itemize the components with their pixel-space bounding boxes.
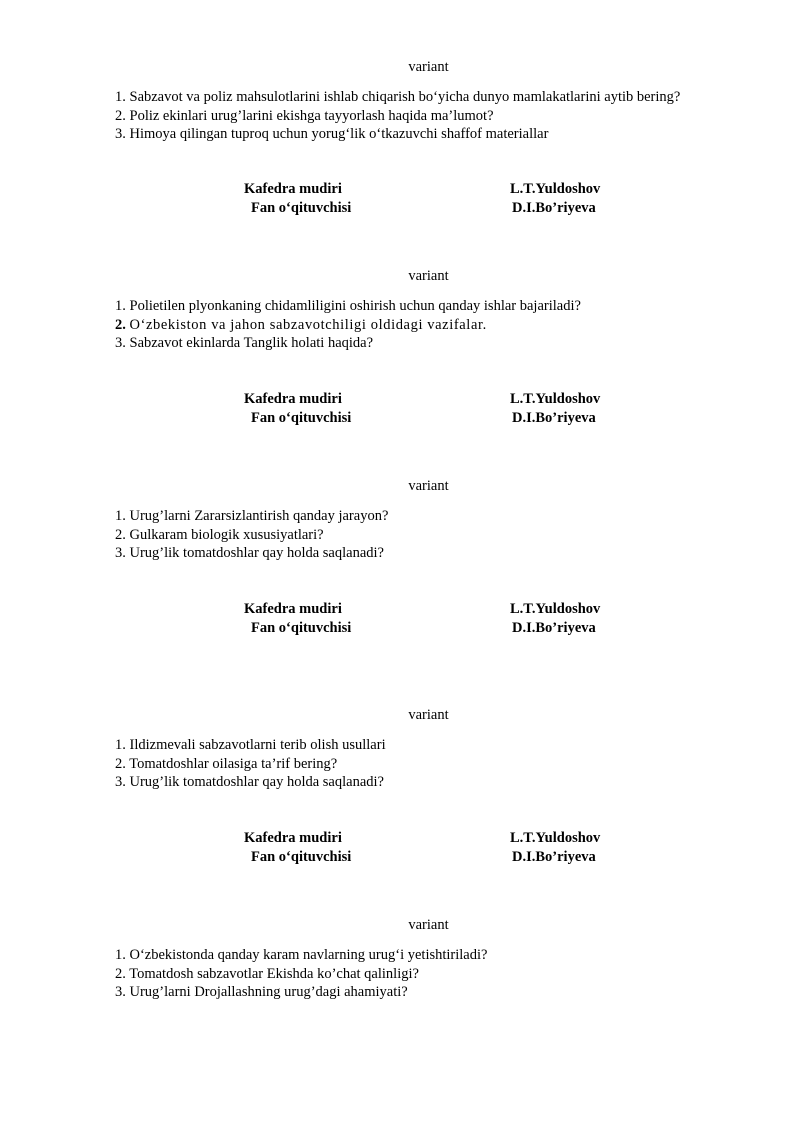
- signature-row-teacher: [115, 619, 742, 638]
- variant-block-2: [115, 267, 742, 437]
- signature-row-teacher: [115, 409, 742, 428]
- teacher-name: D.I.Bo’riyeva: [512, 410, 596, 426]
- question-item: 3. Urug’lik tomatdoshlar qay holda saqlanadi?: [115, 545, 384, 561]
- variant-title: variant: [408, 478, 449, 494]
- head-name: L.T.Yuldoshov: [510, 601, 601, 617]
- variant-block-5: [115, 916, 742, 1016]
- head-role: Kafedra mudiri: [244, 181, 342, 197]
- question-item: 3. Sabzavot ekinlarda Tanglik holati haqida?: [115, 335, 374, 351]
- variant-title: variant: [408, 59, 449, 75]
- question-list: [115, 507, 742, 563]
- head-name: L.T.Yuldoshov: [510, 391, 601, 407]
- question-item: 2. Tomatdosh sabzavotlar Ekishda ko’chat qalinligi?: [115, 965, 419, 982]
- variant-block-3: [115, 477, 742, 647]
- question-item: 1. Ildizmevali sabzavotlarni terib olish usullari: [115, 737, 386, 753]
- variant-title: variant: [408, 707, 449, 723]
- question-number: 2.: [115, 316, 126, 333]
- question-list: [115, 297, 742, 353]
- variant-title: variant: [408, 268, 449, 284]
- question-item: 3. Urug’lik tomatdoshlar qay holda saqlanadi?: [115, 774, 384, 790]
- question-item: 1. Polietilen plyonkaning chidamliligini oshirish uchun qanday ishlar bajariladi?: [115, 298, 581, 314]
- variant-block-1: [115, 58, 742, 228]
- variant-title: variant: [408, 917, 449, 933]
- question-list: [115, 736, 742, 792]
- question-item: 3. Himoya qilingan tuproq uchun yorug‘lik o‘tkazuvchi shaffof materiallar: [115, 126, 549, 142]
- head-name: L.T.Yuldoshov: [510, 830, 601, 846]
- head-role: Kafedra mudiri: [244, 391, 342, 407]
- signature-row-head: [115, 600, 742, 619]
- question-item: [115, 316, 742, 335]
- question-item: 2. Poliz ekinlari urug’larini ekishga tayyorlash haqida ma’lumot?: [115, 107, 494, 124]
- question-item: 3. Urug’larni Drojallashning urug’dagi ahamiyati?: [115, 984, 408, 1000]
- signature-row-head: [115, 390, 742, 409]
- signature-row-teacher: [115, 199, 742, 218]
- question-item: 1. O‘zbekistonda qanday karam navlarning urug‘i yetishtiriladi?: [115, 947, 488, 963]
- teacher-name: D.I.Bo’riyeva: [512, 200, 596, 216]
- variant-block-4: [115, 706, 742, 876]
- head-role: Kafedra mudiri: [244, 601, 342, 617]
- question-item: 2. Tomatdoshlar oilasiga ta’rif bering?: [115, 755, 338, 772]
- teacher-role: Fan o‘qituvchisi: [251, 200, 352, 216]
- teacher-name: D.I.Bo’riyeva: [512, 620, 596, 636]
- signature-row-head: [115, 180, 742, 199]
- question-item: 1. Sabzavot va poliz mahsulotlarini ishlab chiqarish bo‘yicha dunyo mamlakatlarini aytib bering?: [115, 89, 681, 105]
- signature-row-head: [115, 829, 742, 848]
- head-role: Kafedra mudiri: [244, 830, 342, 846]
- teacher-role: Fan o‘qituvchisi: [251, 849, 352, 865]
- question-item: 1. Urug’larni Zararsizlantirish qanday jarayon?: [115, 508, 389, 524]
- signature-row-teacher: [115, 848, 742, 867]
- question-list: [115, 88, 742, 144]
- question-list: [115, 946, 742, 1002]
- question-text: O‘zbekiston va jahon sabzavotchiligi oldidagi vazifalar.: [129, 316, 487, 333]
- question-item: 2. Gulkaram biologik xususiyatlari?: [115, 526, 324, 543]
- teacher-role: Fan o‘qituvchisi: [251, 410, 352, 426]
- teacher-role: Fan o‘qituvchisi: [251, 620, 352, 636]
- head-name: L.T.Yuldoshov: [510, 181, 601, 197]
- teacher-name: D.I.Bo’riyeva: [512, 849, 596, 865]
